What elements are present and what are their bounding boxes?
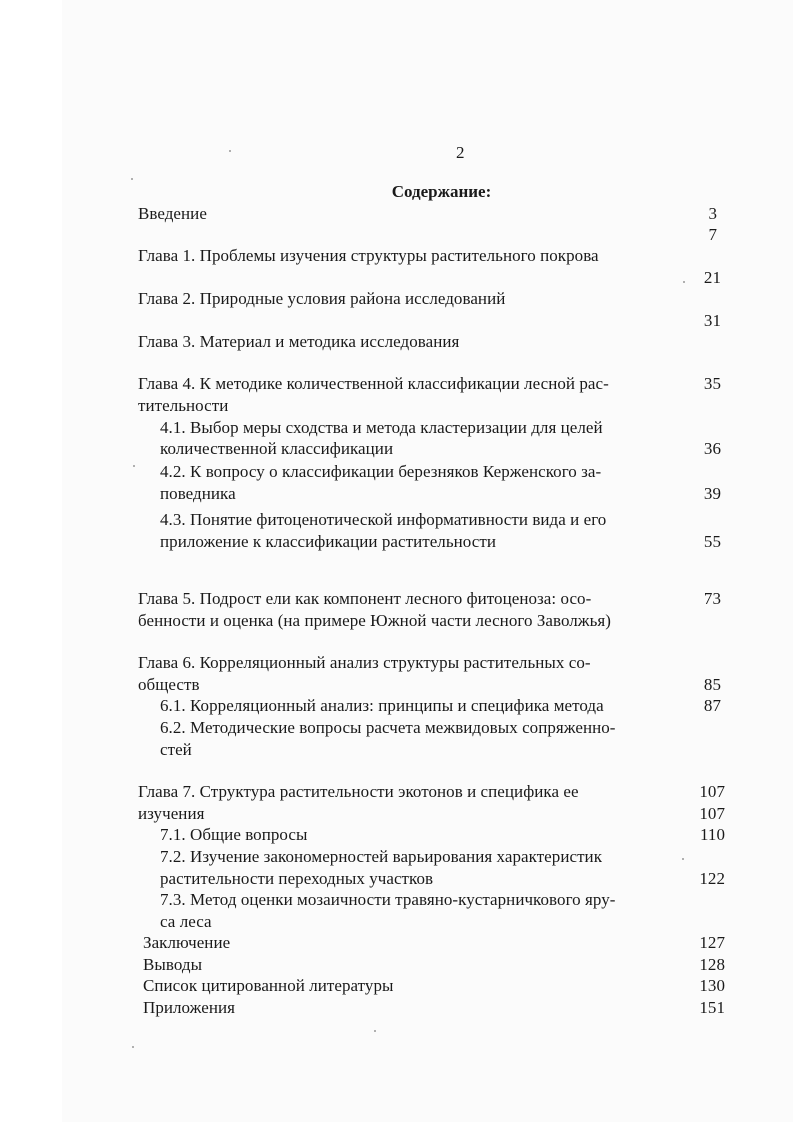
scan-speck (131, 178, 133, 180)
toc-page-number: 35 (703, 374, 721, 393)
scan-speck (682, 858, 684, 860)
toc-entry-section-6-2-cont: стей (160, 740, 192, 759)
toc-entry-section-7-3: 7.3. Метод оценки мозаичности травяно-кустарничкового яру- (160, 890, 616, 909)
toc-entry-references: Список цитированной литературы (143, 976, 394, 995)
toc-page-number: 122 (699, 869, 725, 888)
toc-entry-section-4-3: 4.3. Понятие фитоценотической информативности вида и его (160, 510, 607, 529)
toc-entry-chapter-6: Глава 6. Корреляционный анализ структуры растительных со- (138, 653, 591, 672)
toc-entry-chapter-5: Глава 5. Подрост ели как компонент лесного фитоценоза: осо- (138, 589, 592, 608)
toc-page-number: 31 (703, 311, 721, 330)
toc-entry-conclusion: Заключение (143, 933, 231, 952)
toc-entry-appendices: Приложения (143, 998, 236, 1017)
toc-entry-section-7-2: 7.2. Изучение закономерностей варьирования характеристик (160, 847, 603, 866)
toc-page-number: 151 (699, 998, 725, 1017)
toc-entry-findings: Выводы (143, 955, 203, 974)
toc-entry-chapter-2: Глава 2. Природные условия района исследований (138, 289, 506, 308)
toc-page-number: 3 (708, 204, 717, 223)
toc-entry-chapter-4-cont: тительности (138, 396, 229, 415)
toc-entry-section-4-3-cont: приложение к классификации растительности (160, 532, 496, 551)
toc-entry-section-4-2: 4.2. К вопросу о классификации березняков Керженского за- (160, 462, 602, 481)
toc-entry-chapter-6-cont: обществ (138, 675, 200, 694)
scan-background (62, 0, 793, 1122)
toc-entry-section-7-3-cont: са леса (160, 912, 212, 931)
toc-page-number: 110 (699, 825, 725, 844)
toc-page-number: 87 (703, 696, 721, 715)
toc-page-number: 21 (703, 268, 721, 287)
toc-page-number: 127 (699, 933, 725, 952)
toc-entry-chapter-5-cont: бенности и оценка (на примере Южной части лесного Заволжья) (138, 611, 611, 630)
scan-speck (683, 281, 685, 283)
toc-page-number: 85 (703, 675, 721, 694)
toc-entry-section-4-2-cont: поведника (160, 484, 236, 503)
scan-speck (133, 465, 135, 467)
toc-entry-section-6-2: 6.2. Методические вопросы расчета межвидовых сопряженно- (160, 718, 616, 737)
toc-entry-section-7-2-cont: растительности переходных участков (160, 869, 434, 888)
toc-entry-chapter-3: Глава 3. Материал и методика исследования (138, 332, 460, 351)
toc-page-number: 107 (699, 782, 725, 801)
scan-speck (374, 1030, 376, 1032)
toc-entry-chapter-1: Глава 1. Проблемы изучения структуры растительного покрова (138, 246, 599, 265)
scan-speck (229, 150, 231, 152)
toc-page-number: 128 (699, 955, 725, 974)
toc-page-number: 36 (703, 439, 721, 458)
scan-speck (132, 1046, 134, 1048)
toc-entry-chapter-7: Глава 7. Структура растительности экотонов и специфика ее (138, 782, 579, 801)
toc-entry-section-4-1-cont: количественной классификации (160, 439, 394, 458)
toc-page-number: 55 (703, 532, 721, 551)
toc-entry-section-6-1: 6.1. Корреляционный анализ: принципы и специфика метода (160, 696, 604, 715)
toc-entry-chapter-7-cont: изучения (138, 804, 205, 823)
toc-entry-section-7-1: 7.1. Общие вопросы (160, 825, 308, 844)
toc-page-number: 107 (699, 804, 725, 823)
toc-entry-chapter-4: Глава 4. К методике количественной классификации лесной рас- (138, 374, 609, 393)
toc-entry-section-4-1: 4.1. Выбор меры сходства и метода кластеризации для целей (160, 418, 603, 437)
toc-page-number: 130 (699, 976, 725, 995)
toc-page-number: 7 (708, 225, 717, 244)
toc-page-number: 39 (703, 484, 721, 503)
page-number: 2 (456, 143, 465, 162)
toc-heading: Содержание: (391, 182, 492, 201)
toc-entry-introduction: Введение (138, 204, 207, 223)
toc-page-number: 73 (703, 589, 721, 608)
